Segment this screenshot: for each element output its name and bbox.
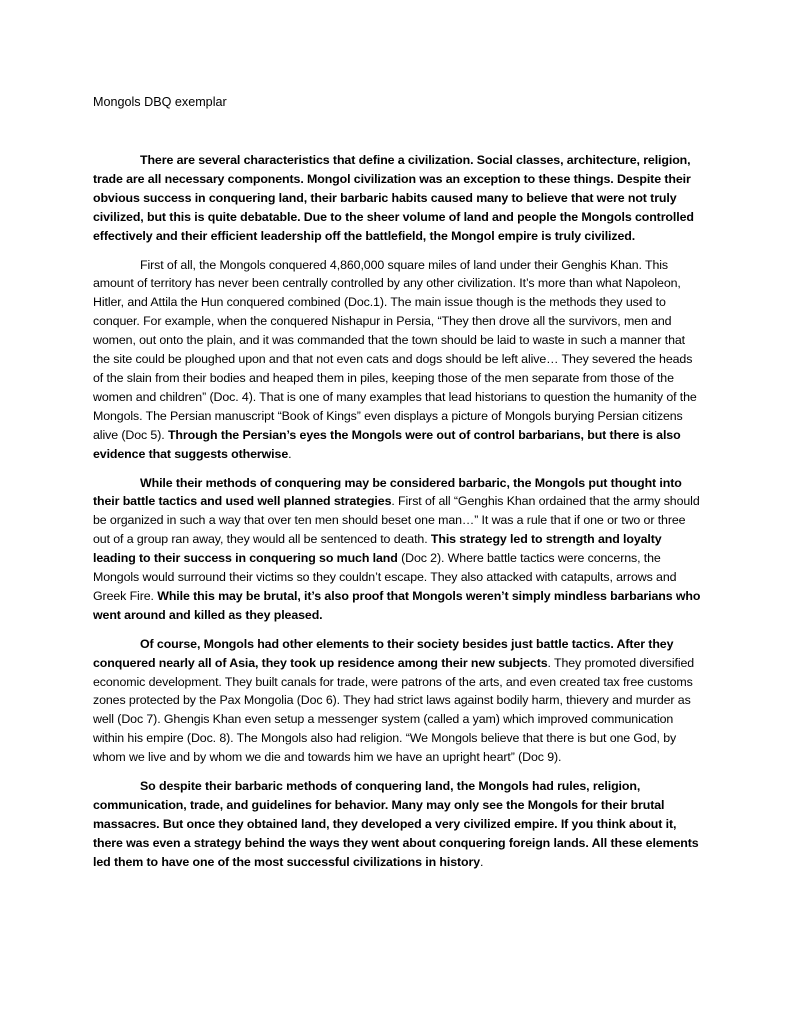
document-title: Mongols DBQ exemplar (93, 95, 227, 109)
text-segment: While their methods of conquering may be considered barbaric, the Mongols put thought into their battle tactics and used well planned strategies (93, 475, 682, 509)
paragraph-conclusion (93, 777, 704, 872)
text-segment: . (288, 446, 292, 461)
text-segment: There are several characteristics that define a civilization. Social classes, architecture, religion, trade are all necessary components. Mongol civilization was an exception to these things. Despite their obvious success in conquering land, their barbaric habits caused many to believe that were not truly civilized, but this is quite debatable. Due to the sheer volume of land and people the Mongols controlled effectively and their efficient leadership off the battlefield, the Mongol empire is truly civilized. (93, 153, 694, 243)
document-body (93, 151, 704, 882)
text-segment: . They promoted diversified economic development. They built canals for trade, were patrons of the arts, and even created tax free customs zones protected by the Pax Mongolia (Doc 6). They had strict laws against bodily harm, thievery and murder as well (Doc 7). Ghengis Khan even setup a messenger system (called a yam) which improved communication within his empire (Doc. 8). The Mongols also had religion. “We Mongols believe that there is but one God, by whom we live and by whom we die and towards him we have an upright heart” (Doc 9). (93, 655, 695, 765)
text-segment: This strategy led to strength and loyalty leading to their success in conquering so much land (93, 532, 662, 566)
text-segment: (Doc 2). Where battle tactics were concerns, the Mongols would surround their victims so they couldn’t escape. They also attacked with catapults, arrows and Greek Fire. (93, 551, 677, 603)
text-segment: Through the Persian’s eyes the Mongols were out of control barbarians, but there is also evidence that suggests otherwise (93, 427, 681, 461)
text-segment: While this may be brutal, it’s also proof that Mongols weren’t simply mindless barbarians who went around and killed as they pleased. (93, 588, 701, 622)
paragraph-society (93, 635, 704, 767)
paragraph-territory (93, 256, 704, 464)
text-segment: So despite their barbaric methods of conquering land, the Mongols had rules, religion, communication, trade, and guidelines for behavior. Many may only see the Mongols for their brutal massacres. But once they obtained land, they developed a very civilized empire. If you think about it, there was even a strategy behind the ways they went about conquering foreign lands. All these elements led them to have one of the most successful civilizations in history (93, 779, 699, 869)
text-segment: . (480, 854, 484, 869)
text-segment: First of all, the Mongols conquered 4,860,000 square miles of land under their Genghis Khan. This amount of territory has never been centrally controlled by any other civilization. It’s more than what Napoleon, Hitler, and Attila the Hun conquered combined (Doc.1). The main issue though is the methods they used to conquer. For example, when the conquered Nishapur in Persia, “They then drove all the survivors, men and women, out onto the plain, and it was commanded that the town should be laid to waste in such a manner that the site could be ploughed upon and that not even cats and dogs should be left alive… They severed the heads of the slain from their bodies and heaped them in piles, keeping those of the men separate from those of the women and children” (Doc. 4). That is one of many examples that lead historians to question the humanity of the Mongols. The Persian manuscript “Book of Kings” even displays a picture of Mongols burying Persian citizens alive (Doc 5). (93, 257, 697, 442)
paragraph-battle-tactics (93, 474, 704, 625)
text-segment: . First of all “Genghis Khan ordained that the army should be organized in such a way that over ten men should beset one man…” It was a rule that if one or two or three out of a group ran away, they would all be sentenced to death. (93, 494, 700, 547)
text-segment: Of course, Mongols had other elements to their society besides just battle tactics. After they conquered nearly all of Asia, they took up residence among their new subjects (93, 636, 674, 670)
paragraph-thesis (93, 151, 704, 246)
